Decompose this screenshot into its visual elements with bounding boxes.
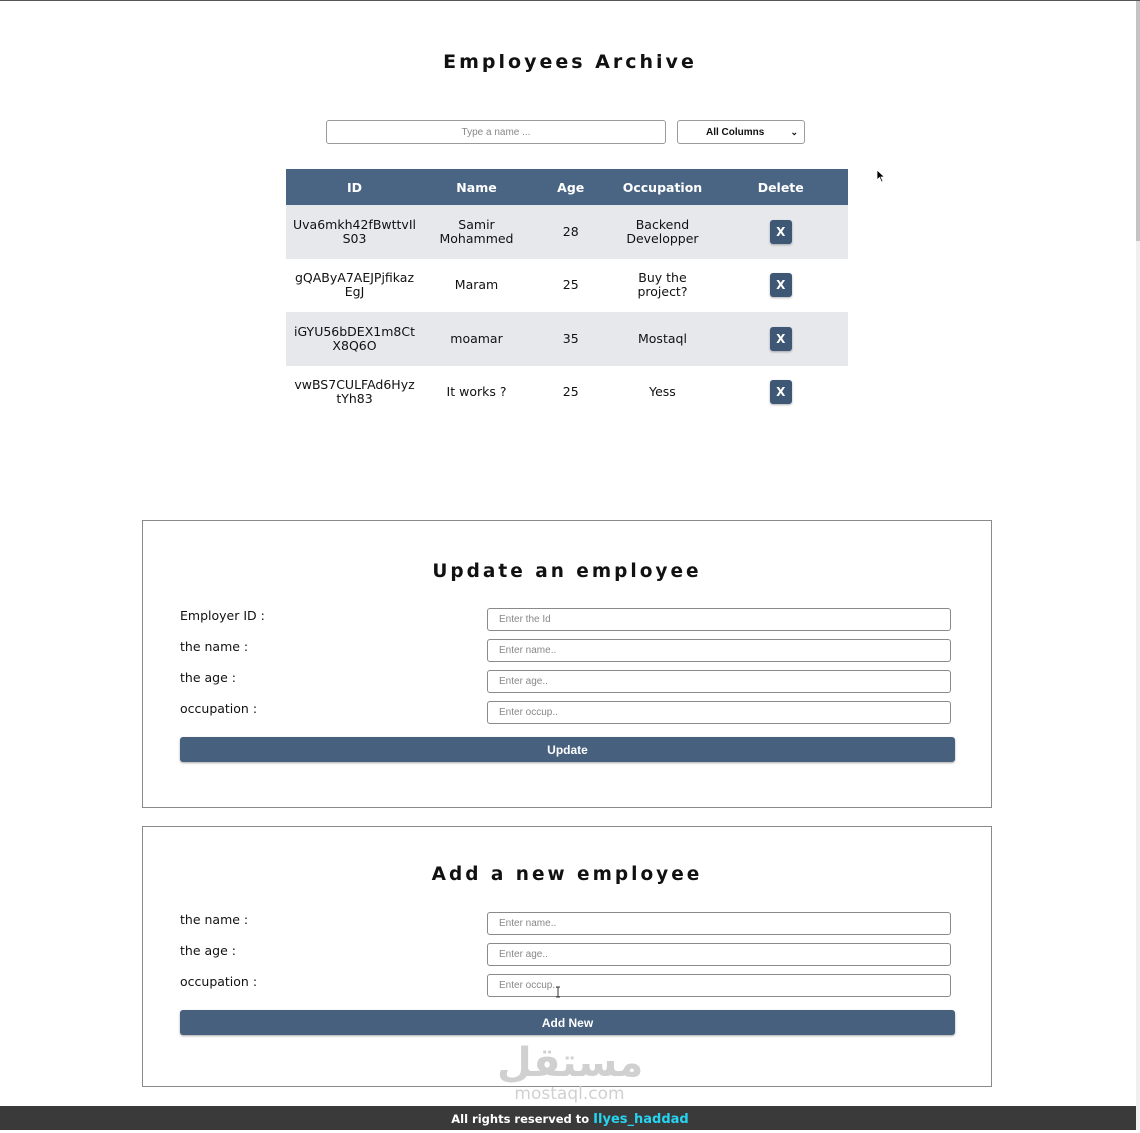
add-new-button[interactable]: Add New — [180, 1010, 955, 1035]
add-age-label: the age : — [180, 943, 236, 958]
table-header-row — [286, 169, 848, 205]
cell-age: 35 — [530, 312, 611, 366]
footer — [0, 1106, 1140, 1130]
delete-button[interactable]: X — [770, 327, 792, 351]
cell-delete — [713, 312, 848, 366]
employees-table — [286, 169, 848, 419]
cell-occupation: Buy the project? — [637, 270, 688, 300]
text-cursor-icon — [555, 986, 561, 998]
mouse-pointer-icon — [876, 169, 886, 183]
cell-occupation: Backend Developper — [611, 205, 713, 259]
delete-button[interactable]: X — [770, 380, 792, 404]
cell-id: vwBS7CULFAd6HyztYh83 — [294, 377, 415, 407]
employer-id-input[interactable] — [487, 608, 951, 631]
column-filter-value: All Columns — [706, 126, 765, 138]
scrollbar-thumb[interactable] — [1136, 1, 1140, 241]
page-title: Employees Archive — [443, 51, 697, 73]
add-name-input[interactable] — [487, 912, 951, 935]
update-name-label: the name : — [180, 639, 249, 654]
update-age-input[interactable] — [487, 670, 951, 693]
mostaql-watermark — [497, 1041, 642, 1103]
update-button[interactable]: Update — [180, 737, 955, 762]
cell-name: Maram — [454, 277, 499, 293]
table-row — [286, 312, 848, 366]
cell-age: 28 — [530, 205, 611, 259]
table-row — [286, 259, 848, 313]
column-header-name[interactable]: Name — [423, 169, 530, 205]
watermark-url: mostaql.com — [514, 1084, 625, 1104]
search-input[interactable] — [326, 120, 666, 144]
cell-age: 25 — [562, 277, 579, 293]
add-form-title: Add a new employee — [431, 864, 703, 885]
cell-id: Uva6mkh42fBwttvIlS03 — [286, 205, 423, 259]
update-occupation-input[interactable] — [487, 701, 951, 724]
cell-name: It works ? — [446, 384, 507, 400]
update-occupation-label: occupation : — [180, 701, 258, 716]
footer-author-link[interactable]: Ilyes_haddad — [593, 1112, 689, 1127]
chevron-down-icon: ⌄ — [790, 126, 798, 137]
cell-occupation: Mostaql — [611, 312, 713, 366]
cell-name: Samir Mohammed — [423, 205, 530, 259]
watermark-logo: مستقل — [497, 1040, 644, 1086]
page-scrollbar[interactable] — [1136, 1, 1140, 1130]
add-name-label: the name : — [180, 912, 249, 927]
cell-id: gQAByA7AEJPjfikazEgJ — [294, 270, 415, 300]
table-row — [286, 366, 848, 420]
add-age-input[interactable] — [487, 943, 951, 966]
cell-delete — [713, 366, 848, 420]
cell-delete — [713, 259, 848, 313]
column-header-id[interactable]: ID — [286, 169, 423, 205]
update-name-input[interactable] — [487, 639, 951, 662]
column-header-occupation[interactable]: Occupation — [611, 169, 713, 205]
add-occupation-label: occupation : — [180, 974, 258, 989]
update-form-title: Update an employee — [432, 561, 702, 582]
update-age-label: the age : — [180, 670, 236, 685]
column-filter-select[interactable] — [677, 120, 805, 144]
employer-id-label: Employer ID : — [180, 608, 265, 623]
column-header-age[interactable]: Age — [530, 169, 611, 205]
update-employee-card — [142, 520, 992, 808]
cell-name: moamar — [423, 312, 530, 366]
cell-delete — [713, 205, 848, 259]
column-header-delete: Delete — [713, 169, 848, 205]
cell-age: 25 — [562, 384, 579, 400]
cell-occupation: Yess — [649, 384, 676, 400]
table-row — [286, 205, 848, 259]
delete-button[interactable]: X — [770, 220, 792, 244]
delete-button[interactable]: X — [770, 273, 792, 297]
cell-id: iGYU56bDEX1m8CtX8Q6O — [286, 312, 423, 366]
footer-text: All rights reserved to — [451, 1112, 590, 1126]
